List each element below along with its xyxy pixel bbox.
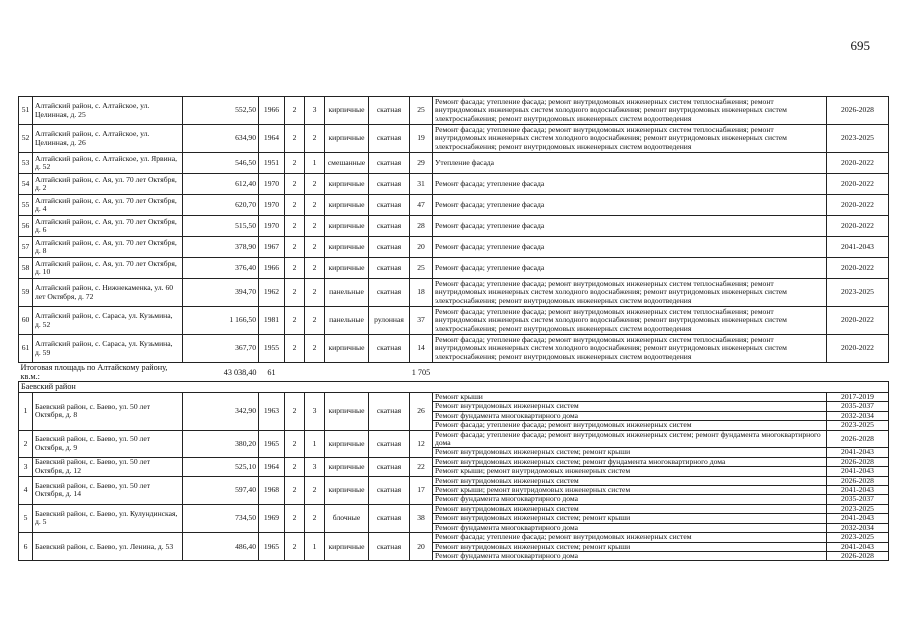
row-number: 58 bbox=[19, 258, 33, 279]
row-number: 56 bbox=[19, 216, 33, 237]
wall-material-cell: кирпичные bbox=[325, 237, 369, 258]
work-type-cell: Ремонт фасада; утепление фасада; ремонт внутридомовых инженерных систем теплоснабжения; ремонт внутридомовых инженерных систем холодного водоснабжения; ремонт внутридомовых инженерных систем электроснабжения; ремонт внутридомовых инженерных систем водоотведения bbox=[433, 279, 827, 307]
year-cell: 1951 bbox=[259, 153, 285, 174]
address-cell: Баевский район, с. Баево, ул. Ленина, д. 53 bbox=[33, 533, 183, 561]
table-row bbox=[19, 153, 889, 174]
work-type-cell: Ремонт фасада; утепление фасада bbox=[433, 216, 827, 237]
period-cell: 2023-2025 bbox=[827, 504, 889, 513]
floors-cell: 2 bbox=[285, 174, 305, 195]
table-row bbox=[19, 125, 889, 153]
roof-type-cell: скатная bbox=[369, 216, 410, 237]
roof-type-cell: скатная bbox=[369, 393, 410, 431]
entrances-cell: 2 bbox=[305, 174, 325, 195]
table-body-altai bbox=[19, 97, 889, 363]
work-type-cell: Ремонт фасада; утепление фасада; ремонт внутридомовых инженерных систем bbox=[433, 533, 827, 542]
period-cell: 2020-2022 bbox=[827, 153, 889, 174]
wall-material-cell: кирпичные bbox=[325, 457, 369, 476]
area-cell: 380,20 bbox=[183, 430, 259, 457]
table-row bbox=[19, 237, 889, 258]
work-type-cell: Ремонт фундамента многоквартирного дома bbox=[433, 523, 827, 532]
period-cell: 2023-2025 bbox=[827, 279, 889, 307]
work-type-cell: Ремонт внутридомовых инженерных систем; ремонт крыши bbox=[433, 542, 827, 551]
row-number: 3 bbox=[19, 457, 33, 476]
work-type-cell: Ремонт фасада; утепление фасада bbox=[433, 174, 827, 195]
floors-cell: 2 bbox=[285, 195, 305, 216]
wall-material-cell: панельные bbox=[325, 307, 369, 335]
floors-cell: 2 bbox=[285, 430, 305, 457]
work-type-cell: Ремонт фасада; утепление фасада bbox=[433, 195, 827, 216]
wall-material-cell: кирпичные bbox=[325, 216, 369, 237]
row-number: 5 bbox=[19, 504, 33, 532]
entrances-cell: 2 bbox=[305, 307, 325, 335]
entrances-cell: 2 bbox=[305, 504, 325, 532]
apartments-cell: 20 bbox=[410, 533, 433, 561]
apartments-cell: 19 bbox=[410, 125, 433, 153]
period-cell: 2023-2025 bbox=[827, 421, 889, 430]
area-cell: 367,70 bbox=[183, 335, 259, 363]
apartments-cell: 25 bbox=[410, 97, 433, 125]
apartments-cell: 47 bbox=[410, 195, 433, 216]
work-type-cell: Ремонт фасада; утепление фасада; ремонт внутридомовых инженерных систем bbox=[433, 421, 827, 430]
period-cell: 2035-2037 bbox=[827, 402, 889, 411]
entrances-cell: 1 bbox=[305, 430, 325, 457]
work-type-cell: Ремонт фасада; утепление фасада bbox=[433, 258, 827, 279]
roof-type-cell: скатная bbox=[369, 335, 410, 363]
address-cell: Алтайский район, с. Ая, ул. 70 лет Октября, д. 4 bbox=[33, 195, 183, 216]
row-number: 59 bbox=[19, 279, 33, 307]
work-type-cell: Ремонт крыши bbox=[433, 393, 827, 402]
area-cell: 597,40 bbox=[183, 476, 259, 504]
area-cell: 515,50 bbox=[183, 216, 259, 237]
table-row bbox=[19, 97, 889, 125]
floors-cell: 2 bbox=[285, 237, 305, 258]
roof-type-cell: скатная bbox=[369, 153, 410, 174]
period-cell: 2041-2043 bbox=[827, 448, 889, 457]
row-number: 51 bbox=[19, 97, 33, 125]
apartments-cell: 37 bbox=[410, 307, 433, 335]
period-cell: 2026-2028 bbox=[827, 430, 889, 448]
table-row bbox=[19, 195, 889, 216]
table-row bbox=[19, 533, 889, 542]
area-cell: 634,90 bbox=[183, 125, 259, 153]
wall-material-cell: панельные bbox=[325, 279, 369, 307]
area-cell: 546,50 bbox=[183, 153, 259, 174]
roof-type-cell: скатная bbox=[369, 258, 410, 279]
table-row bbox=[19, 457, 889, 466]
table-row bbox=[19, 279, 889, 307]
year-cell: 1981 bbox=[259, 307, 285, 335]
table-row bbox=[19, 393, 889, 402]
work-type-cell: Ремонт фасада; утепление фасада; ремонт внутридомовых инженерных систем теплоснабжения; ремонт внутридомовых инженерных систем холодного водоснабжения; ремонт внутридомовых инженерных систем электроснабжения; ремонт внутридомовых инженерных систем водоотведения bbox=[433, 335, 827, 363]
floors-cell: 2 bbox=[285, 457, 305, 476]
row-number: 53 bbox=[19, 153, 33, 174]
apartments-cell: 29 bbox=[410, 153, 433, 174]
summary-apts: 1 705 bbox=[410, 363, 433, 382]
work-type-cell: Ремонт внутридомовых инженерных систем; ремонт крыши bbox=[433, 514, 827, 523]
year-cell: 1970 bbox=[259, 195, 285, 216]
entrances-cell: 1 bbox=[305, 153, 325, 174]
roof-type-cell: скатная bbox=[369, 237, 410, 258]
period-cell: 2020-2022 bbox=[827, 307, 889, 335]
period-cell: 2032-2034 bbox=[827, 411, 889, 420]
table-row bbox=[19, 504, 889, 513]
apartments-cell: 25 bbox=[410, 258, 433, 279]
work-type-cell: Ремонт внутридомовых инженерных систем bbox=[433, 504, 827, 513]
area-cell: 486,40 bbox=[183, 533, 259, 561]
address-cell: Баевский район, с. Баево, ул. 50 лет Октября, д. 14 bbox=[33, 476, 183, 504]
period-cell: 2020-2022 bbox=[827, 216, 889, 237]
work-type-cell: Ремонт крыши; ремонт внутридомовых инженерных систем bbox=[433, 467, 827, 476]
roof-type-cell: скатная bbox=[369, 97, 410, 125]
address-cell: Алтайский район, с. Сараса, ул. Кузьмина, д. 59 bbox=[33, 335, 183, 363]
area-cell: 342,90 bbox=[183, 393, 259, 431]
period-cell: 2017-2019 bbox=[827, 393, 889, 402]
address-cell: Алтайский район, с. Ая, ул. 70 лет Октября, д. 10 bbox=[33, 258, 183, 279]
year-cell: 1968 bbox=[259, 476, 285, 504]
roof-type-cell: скатная bbox=[369, 279, 410, 307]
roof-type-cell: скатная bbox=[369, 174, 410, 195]
table-row bbox=[19, 307, 889, 335]
apartments-cell: 18 bbox=[410, 279, 433, 307]
address-cell: Баевский район, с. Баево, ул. Кулундинская, д. 5 bbox=[33, 504, 183, 532]
work-type-cell: Ремонт внутридомовых инженерных систем; ремонт крыши bbox=[433, 448, 827, 457]
row-number: 55 bbox=[19, 195, 33, 216]
roof-type-cell: скатная bbox=[369, 430, 410, 457]
work-type-cell: Ремонт фундамента многоквартирного дома bbox=[433, 495, 827, 504]
apartments-cell: 22 bbox=[410, 457, 433, 476]
year-cell: 1955 bbox=[259, 335, 285, 363]
year-cell: 1966 bbox=[259, 258, 285, 279]
row-number: 60 bbox=[19, 307, 33, 335]
entrances-cell: 2 bbox=[305, 476, 325, 504]
period-cell: 2041-2043 bbox=[827, 486, 889, 495]
row-number: 4 bbox=[19, 476, 33, 504]
entrances-cell: 3 bbox=[305, 393, 325, 431]
floors-cell: 2 bbox=[285, 393, 305, 431]
work-type-cell: Ремонт фасада; утепление фасада; ремонт внутридомовых инженерных систем теплоснабжения; ремонт внутридомовых инженерных систем холодного водоснабжения; ремонт внутридомовых инженерных систем электроснабжения; ремонт внутридомовых инженерных систем водоотведения bbox=[433, 307, 827, 335]
housing-repair-table-sheet bbox=[18, 96, 888, 561]
row-number: 2 bbox=[19, 430, 33, 457]
summary-count: 61 bbox=[259, 363, 285, 382]
area-cell: 734,50 bbox=[183, 504, 259, 532]
apartments-cell: 12 bbox=[410, 430, 433, 457]
row-number: 54 bbox=[19, 174, 33, 195]
year-cell: 1964 bbox=[259, 125, 285, 153]
apartments-cell: 17 bbox=[410, 476, 433, 504]
area-cell: 525,10 bbox=[183, 457, 259, 476]
entrances-cell: 3 bbox=[305, 97, 325, 125]
floors-cell: 2 bbox=[285, 216, 305, 237]
period-cell: 2023-2025 bbox=[827, 125, 889, 153]
floors-cell: 2 bbox=[285, 533, 305, 561]
table-row bbox=[19, 216, 889, 237]
apartments-cell: 38 bbox=[410, 504, 433, 532]
period-cell: 2026-2028 bbox=[827, 457, 889, 466]
wall-material-cell: кирпичные bbox=[325, 430, 369, 457]
year-cell: 1970 bbox=[259, 216, 285, 237]
period-cell: 2020-2022 bbox=[827, 195, 889, 216]
apartments-cell: 20 bbox=[410, 237, 433, 258]
row-number: 57 bbox=[19, 237, 33, 258]
address-cell: Баевский район, с. Баево, ул. 50 лет Октября, д. 8 bbox=[33, 393, 183, 431]
area-cell: 552,50 bbox=[183, 97, 259, 125]
table-row bbox=[19, 335, 889, 363]
period-cell: 2020-2022 bbox=[827, 174, 889, 195]
entrances-cell: 2 bbox=[305, 125, 325, 153]
work-type-cell: Утепление фасада bbox=[433, 153, 827, 174]
period-cell: 2026-2028 bbox=[827, 551, 889, 560]
work-type-cell: Ремонт фасада; утепление фасада; ремонт внутридомовых инженерных систем теплоснабжения; ремонт внутридомовых инженерных систем холодного водоснабжения; ремонт внутридомовых инженерных систем электроснабжения; ремонт внутридомовых инженерных систем водоотведения bbox=[433, 97, 827, 125]
address-cell: Алтайский район, с. Алтайское, ул. Целинная, д. 26 bbox=[33, 125, 183, 153]
roof-type-cell: скатная bbox=[369, 476, 410, 504]
roof-type-cell: рулонная bbox=[369, 307, 410, 335]
table-row bbox=[19, 476, 889, 485]
year-cell: 1970 bbox=[259, 174, 285, 195]
year-cell: 1966 bbox=[259, 97, 285, 125]
address-cell: Алтайский район, с. Алтайское, ул. Ярвина, д. 52 bbox=[33, 153, 183, 174]
wall-material-cell: кирпичные bbox=[325, 97, 369, 125]
address-cell: Алтайский район, с. Алтайское, ул. Целинная, д. 25 bbox=[33, 97, 183, 125]
work-type-cell: Ремонт фасада; утепление фасада; ремонт внутридомовых инженерных систем теплоснабжения; ремонт внутридомовых инженерных систем холодного водоснабжения; ремонт внутридомовых инженерных систем электроснабжения; ремонт внутридомовых инженерных систем водоотведения bbox=[433, 125, 827, 153]
year-cell: 1963 bbox=[259, 393, 285, 431]
period-cell: 2023-2025 bbox=[827, 533, 889, 542]
period-cell: 2041-2043 bbox=[827, 514, 889, 523]
table-summary bbox=[19, 363, 889, 393]
entrances-cell: 2 bbox=[305, 335, 325, 363]
housing-repair-table bbox=[18, 96, 889, 561]
row-number: 52 bbox=[19, 125, 33, 153]
entrances-cell: 3 bbox=[305, 457, 325, 476]
area-cell: 394,70 bbox=[183, 279, 259, 307]
year-cell: 1962 bbox=[259, 279, 285, 307]
work-type-cell: Ремонт внутридомовых инженерных систем bbox=[433, 402, 827, 411]
wall-material-cell: кирпичные bbox=[325, 195, 369, 216]
row-number: 1 bbox=[19, 393, 33, 431]
address-cell: Баевский район, с. Баево, ул. 50 лет Октября, д. 12 bbox=[33, 457, 183, 476]
entrances-cell: 2 bbox=[305, 258, 325, 279]
entrances-cell: 2 bbox=[305, 216, 325, 237]
summary-area: 43 038,40 bbox=[183, 363, 259, 382]
address-cell: Алтайский район, с. Сараса, ул. Кузьмина, д. 52 bbox=[33, 307, 183, 335]
period-cell: 2032-2034 bbox=[827, 523, 889, 532]
wall-material-cell: кирпичные bbox=[325, 125, 369, 153]
year-cell: 1967 bbox=[259, 237, 285, 258]
floors-cell: 2 bbox=[285, 504, 305, 532]
table-body-baevo bbox=[19, 393, 889, 561]
summary-label: Итоговая площадь по Алтайскому району, кв.м.: bbox=[19, 363, 183, 382]
wall-material-cell: блочные bbox=[325, 504, 369, 532]
work-type-cell: Ремонт фундамента многоквартирного дома bbox=[433, 551, 827, 560]
apartments-cell: 28 bbox=[410, 216, 433, 237]
area-cell: 378,90 bbox=[183, 237, 259, 258]
wall-material-cell: кирпичные bbox=[325, 393, 369, 431]
roof-type-cell: скатная bbox=[369, 195, 410, 216]
wall-material-cell: кирпичные bbox=[325, 533, 369, 561]
floors-cell: 2 bbox=[285, 97, 305, 125]
work-type-cell: Ремонт внутридомовых инженерных систем; ремонт фундамента многоквартирного дома bbox=[433, 457, 827, 466]
section-row bbox=[19, 382, 889, 393]
table-row bbox=[19, 258, 889, 279]
work-type-cell: Ремонт фасада; утепление фасада; ремонт внутридомовых инженерных систем; ремонт фундамента многоквартирного дома bbox=[433, 430, 827, 448]
floors-cell: 2 bbox=[285, 335, 305, 363]
wall-material-cell: смешанные bbox=[325, 153, 369, 174]
row-number: 61 bbox=[19, 335, 33, 363]
year-cell: 1964 bbox=[259, 457, 285, 476]
work-type-cell: Ремонт крыши; ремонт внутридомовых инженерных систем bbox=[433, 486, 827, 495]
floors-cell: 2 bbox=[285, 279, 305, 307]
period-cell: 2026-2028 bbox=[827, 97, 889, 125]
period-cell: 2041-2043 bbox=[827, 542, 889, 551]
floors-cell: 2 bbox=[285, 476, 305, 504]
wall-material-cell: кирпичные bbox=[325, 258, 369, 279]
wall-material-cell: кирпичные bbox=[325, 335, 369, 363]
period-cell: 2041-2043 bbox=[827, 237, 889, 258]
address-cell: Алтайский район, с. Нижнекаменка, ул. 60 лет Октября, д. 72 bbox=[33, 279, 183, 307]
floors-cell: 2 bbox=[285, 307, 305, 335]
floors-cell: 2 bbox=[285, 153, 305, 174]
apartments-cell: 26 bbox=[410, 393, 433, 431]
year-cell: 1969 bbox=[259, 504, 285, 532]
period-cell: 2035-2037 bbox=[827, 495, 889, 504]
wall-material-cell: кирпичные bbox=[325, 476, 369, 504]
roof-type-cell: скатная bbox=[369, 457, 410, 476]
address-cell: Баевский район, с. Баево, ул. 50 лет Октября, д. 9 bbox=[33, 430, 183, 457]
apartments-cell: 14 bbox=[410, 335, 433, 363]
area-cell: 612,40 bbox=[183, 174, 259, 195]
section-title: Баевский район bbox=[19, 382, 889, 393]
area-cell: 1 166,50 bbox=[183, 307, 259, 335]
period-cell: 2020-2022 bbox=[827, 258, 889, 279]
year-cell: 1965 bbox=[259, 430, 285, 457]
address-cell: Алтайский район, с. Ая, ул. 70 лет Октября, д. 2 bbox=[33, 174, 183, 195]
period-cell: 2020-2022 bbox=[827, 335, 889, 363]
wall-material-cell: кирпичные bbox=[325, 174, 369, 195]
entrances-cell: 2 bbox=[305, 195, 325, 216]
apartments-cell: 31 bbox=[410, 174, 433, 195]
floors-cell: 2 bbox=[285, 258, 305, 279]
work-type-cell: Ремонт фасада; утепление фасада bbox=[433, 237, 827, 258]
summary-row bbox=[19, 363, 889, 382]
year-cell: 1965 bbox=[259, 533, 285, 561]
area-cell: 620,70 bbox=[183, 195, 259, 216]
page-number: 695 bbox=[850, 38, 870, 53]
work-type-cell: Ремонт внутридомовых инженерных систем bbox=[433, 476, 827, 485]
address-cell: Алтайский район, с. Ая, ул. 70 лет Октября, д. 6 bbox=[33, 216, 183, 237]
roof-type-cell: скатная bbox=[369, 504, 410, 532]
address-cell: Алтайский район, с. Ая, ул. 70 лет Октября, д. 8 bbox=[33, 237, 183, 258]
area-cell: 376,40 bbox=[183, 258, 259, 279]
table-row bbox=[19, 174, 889, 195]
work-type-cell: Ремонт фундамента многоквартирного дома bbox=[433, 411, 827, 420]
roof-type-cell: скатная bbox=[369, 533, 410, 561]
table-row bbox=[19, 430, 889, 448]
floors-cell: 2 bbox=[285, 125, 305, 153]
entrances-cell: 2 bbox=[305, 237, 325, 258]
row-number: 6 bbox=[19, 533, 33, 561]
period-cell: 2041-2043 bbox=[827, 467, 889, 476]
period-cell: 2026-2028 bbox=[827, 476, 889, 485]
entrances-cell: 2 bbox=[305, 279, 325, 307]
entrances-cell: 1 bbox=[305, 533, 325, 561]
roof-type-cell: скатная bbox=[369, 125, 410, 153]
